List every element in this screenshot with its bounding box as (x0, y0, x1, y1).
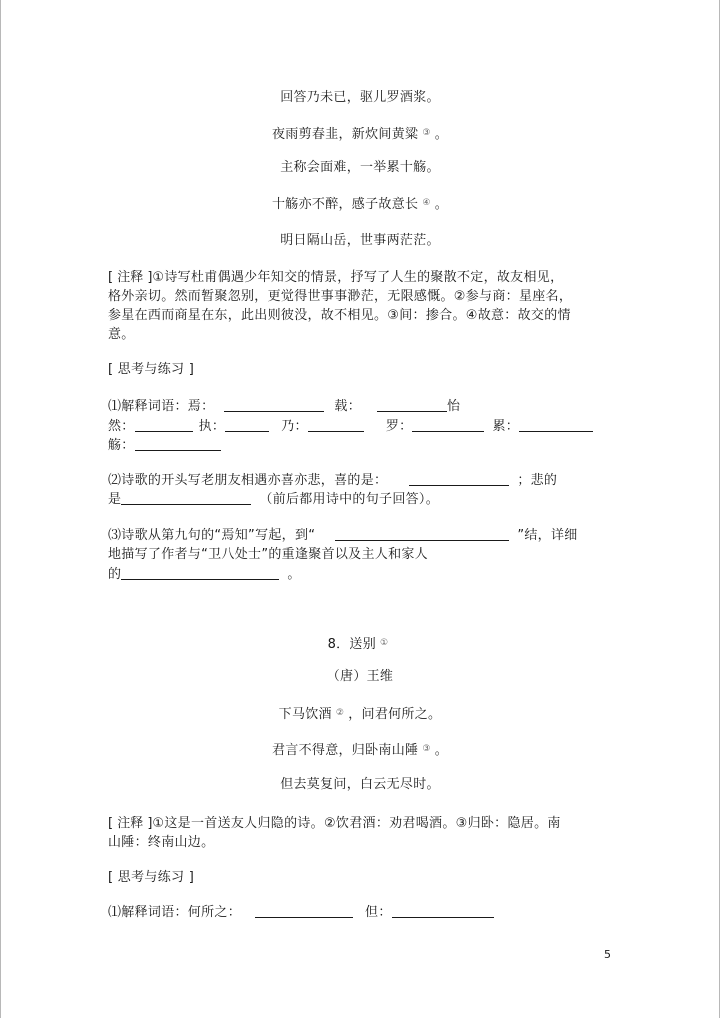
footnote-ref: ① (380, 638, 389, 648)
answer-blank[interactable] (225, 418, 269, 432)
answer-blank[interactable] (392, 904, 494, 918)
footnote-ref: ② (335, 708, 345, 718)
poem1-line: 夜雨剪春韭，新炊间黄粱 ③ 。 (272, 127, 448, 142)
annotation-line: 格外亲切。然而暂聚忽别，更觉得世事事渺茫，无限感慨。②参与商：星座名， (108, 289, 573, 304)
question-3-line-2: 地描写了作者与“卫八处士”的重逢聚首以及主人和家人 (108, 547, 428, 562)
answer-blank[interactable] (409, 472, 509, 486)
page-number: 5 (604, 948, 612, 961)
question-1-line-1: ⑴解释词语：何所之： 但： (108, 904, 494, 922)
answer-blank[interactable] (519, 418, 593, 432)
question-2-line-1: ⑵诗歌的开头写老朋友相遇亦喜亦悲，喜的是： ；悲的 (108, 473, 558, 488)
footnote-ref: ③ (422, 128, 431, 138)
question-3-line-1: ⑶诗歌从第九句的“焉知”写起，到“ ”结，详细 (108, 528, 578, 543)
page-left-edge (0, 0, 1, 1018)
answer-blank[interactable] (121, 566, 279, 580)
poem2-line: 君言不得意，归卧南山陲 ③ 。 (272, 743, 448, 758)
annotation-line: [ 注释 ]①诗写杜甫偶遇少年知交的情景，抒写了人生的聚散不定，故友相见， (108, 270, 564, 285)
answer-blank[interactable] (121, 491, 251, 505)
annotation-line: 参星在西而商星在东，此出则彼没，故不相见。③间：掺合。④故意：故交的情 (108, 308, 571, 323)
answer-blank[interactable] (412, 418, 484, 432)
answer-blank[interactable] (255, 904, 353, 918)
answer-blank[interactable] (377, 398, 447, 412)
footnote-ref: ③ (422, 744, 431, 754)
answer-blank[interactable] (335, 527, 509, 541)
poem1-line: 明日隔山岳，世事两茫茫。 (280, 233, 440, 248)
practice-title: [ 思考与练习 ] (108, 362, 195, 377)
poem1-line: 十觞亦不醉，感子故意长 ④ 。 (272, 197, 448, 212)
annotation-line: 山陲：终南山边。 (108, 835, 215, 850)
question-1-line-2: 然： 执： 乃： 罗： 累： (108, 418, 593, 436)
annotation-line: 意。 (108, 327, 135, 342)
poem2-title: 8．送别 ① (327, 637, 389, 652)
question-2-line-2: 是 （前后都用诗中的句子回答）。 (108, 492, 440, 507)
answer-blank[interactable] (224, 398, 324, 412)
answer-blank[interactable] (308, 418, 364, 432)
poem1-line: 回答乃未已，驱儿罗酒浆。 (280, 90, 440, 105)
poem2-line: 但去莫复问，白云无尽时。 (280, 777, 440, 792)
question-3-line-3: 的 。 (108, 567, 301, 582)
answer-blank[interactable] (135, 437, 221, 451)
footnote-ref: ④ (422, 198, 431, 208)
question-1-line-3: 觞： (108, 437, 221, 455)
poem2-line: 下马饮酒 ② ，问君何所之。 (278, 707, 442, 722)
answer-blank[interactable] (135, 418, 193, 432)
question-1-line-1: ⑴解释词语：焉： 载： 怡 (108, 399, 461, 414)
poem2-author: （唐）王维 (326, 669, 394, 684)
practice-title: [ 思考与练习 ] (108, 870, 195, 885)
poem1-line: 主称会面难，一举累十觞。 (280, 160, 440, 175)
annotation-line: [ 注释 ]①这是一首送友人归隐的诗。②饮君酒：劝君喝酒。③归卧：隐居。南 (108, 816, 561, 831)
